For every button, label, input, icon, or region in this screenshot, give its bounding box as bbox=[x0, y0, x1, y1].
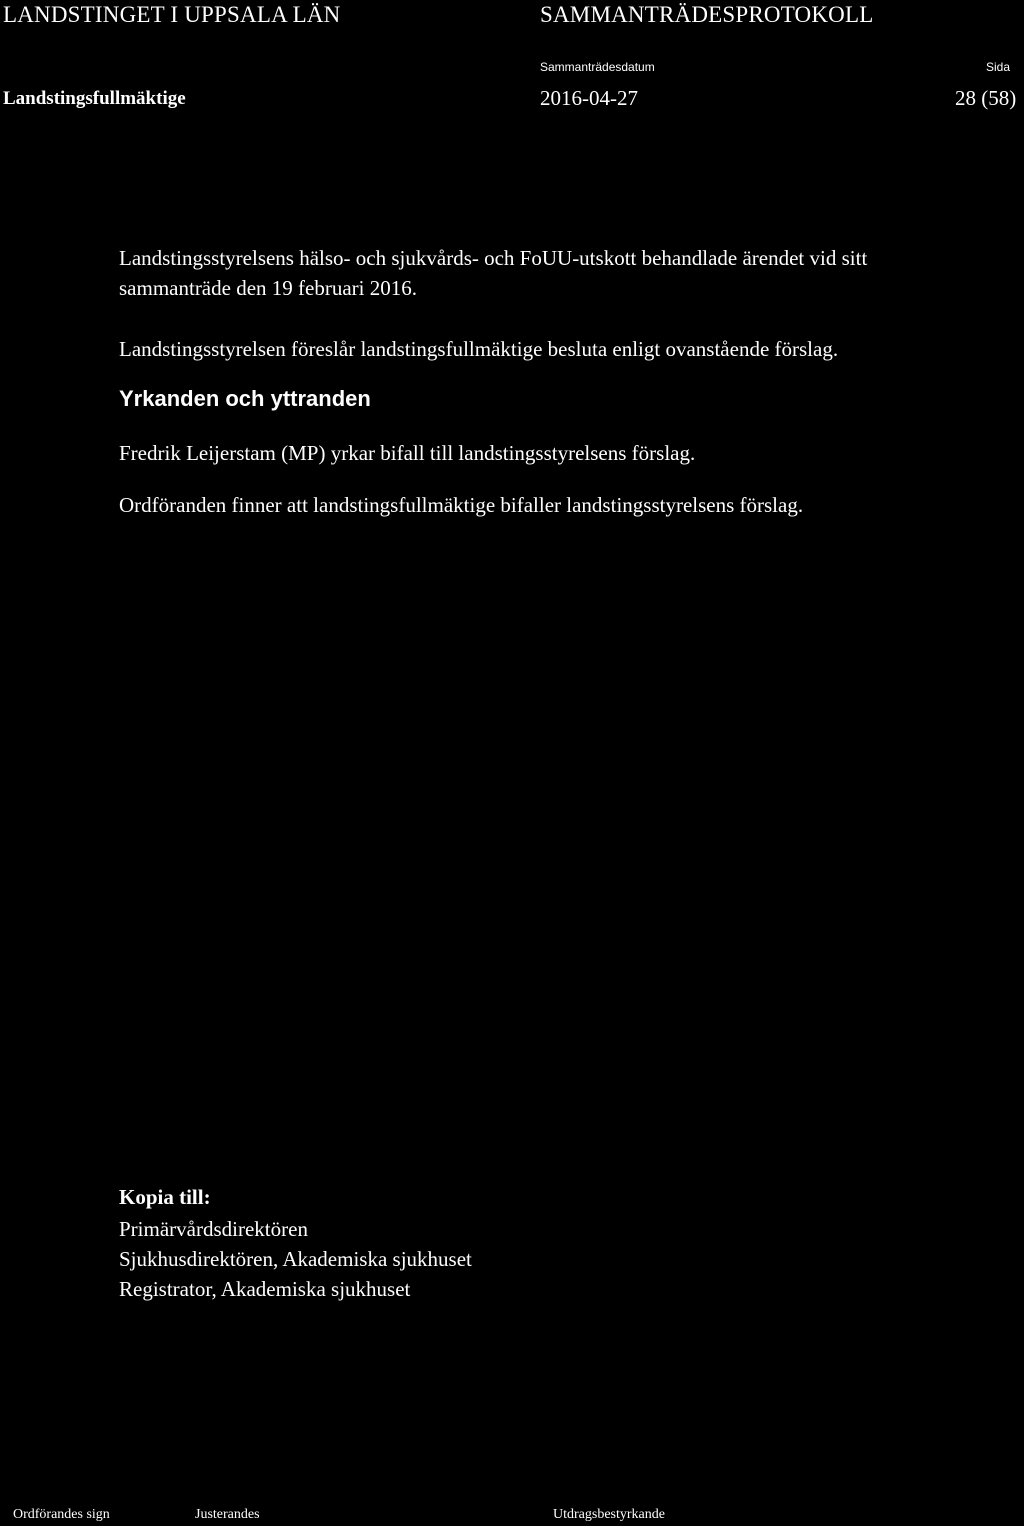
paragraph-line: Landstingsstyrelsens hälso- och sjukvårds- och FoUU-utskott behandlade ärendet vid sitt bbox=[119, 246, 868, 270]
paragraph-committee-handling bbox=[119, 243, 867, 303]
page-number: 28 (58) bbox=[955, 86, 1017, 110]
meeting-date: 2016-04-27 bbox=[540, 86, 638, 110]
section-heading: Yrkanden och yttranden bbox=[119, 386, 371, 411]
footer-extract-certification: Utdragsbestyrkande bbox=[553, 1507, 665, 1522]
date-caption: Sammanträdesdatum bbox=[540, 60, 655, 74]
footer-adjusters: Justerandes bbox=[195, 1507, 260, 1522]
page-caption: Sida bbox=[986, 60, 1011, 74]
paragraph-motion: Fredrik Leijerstam (MP) yrkar bifall till landstingsstyrelsens förslag. bbox=[119, 441, 696, 465]
copy-recipient: Primärvårdsdirektören bbox=[119, 1217, 308, 1241]
copy-recipient: Registrator, Akademiska sjukhuset bbox=[119, 1277, 411, 1301]
paragraph-line: sammanträde den 19 februari 2016. bbox=[119, 276, 417, 300]
copy-to-heading: Kopia till: bbox=[119, 1185, 211, 1209]
document-type: SAMMANTRÄDESPROTOKOLL bbox=[540, 2, 874, 27]
paragraph-board-proposal: Landstingsstyrelsen föreslår landstingsfullmäktige besluta enligt ovanstående förslag. bbox=[119, 337, 839, 361]
footer-chair-signature: Ordförandes sign bbox=[13, 1507, 110, 1522]
copy-recipient: Sjukhusdirektören, Akademiska sjukhuset bbox=[119, 1247, 472, 1271]
organization-name: LANDSTINGET I UPPSALA LÄN bbox=[3, 2, 341, 27]
governing-body-name: Landstingsfullmäktige bbox=[3, 88, 186, 109]
paragraph-decision: Ordföranden finner att landstingsfullmäktige bifaller landstingsstyrelsens förslag. bbox=[119, 493, 804, 517]
copy-to-list bbox=[119, 1214, 472, 1304]
